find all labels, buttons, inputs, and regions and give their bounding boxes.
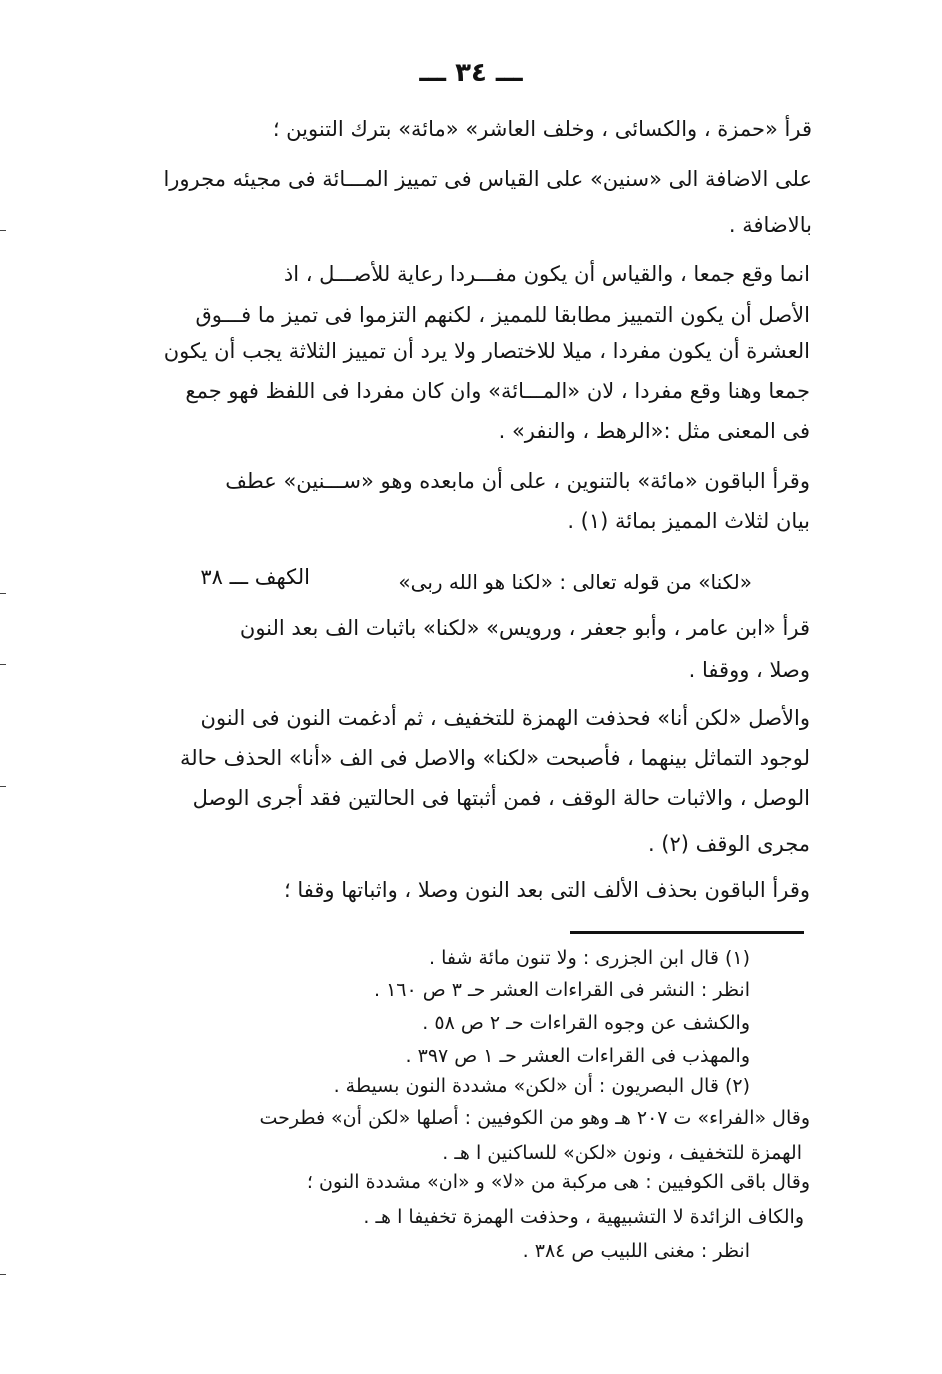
footnote-separator <box>570 931 804 934</box>
footnote-line: (٢) قال البصريون : أن «لكن» مشددة النون بسيطة . <box>333 1075 750 1097</box>
body-line: قرأ «حمزة ، والكسائى ، وخلف العاشر» «مائة» بترك التنوين ؛ <box>272 117 812 141</box>
body-line: على الاضافة الى «سنين» على القياس فى تمييز المـــائة فى مجيئه مجرورا <box>163 167 812 191</box>
body-line: الأصل أن يكون التمييز مطابقا للمميز ، لكنهم التزموا فى تميز ما فـــوق <box>195 303 810 327</box>
footnote-line: والكشف عن وجوه القراءات حـ ٢ ص ٥٨ . <box>422 1012 750 1034</box>
body-line: فى المعنى مثل :«الرهط ، والنفر» . <box>498 419 810 443</box>
body-line: الوصل ، والاثبات حالة الوقف ، فمن أثبتها فى الحالتين فقد أجرى الوصل <box>192 786 810 810</box>
verse-reference: الكهف ـــ ٣٨ <box>200 565 310 589</box>
body-line: بيان لثلاث المميز بمائة (١) . <box>567 509 810 533</box>
scan-margin-mark <box>0 1274 6 1275</box>
scan-margin-mark <box>0 593 6 594</box>
footnote-line: والمهذب فى القراءات العشر حـ ١ ص ٣٩٧ . <box>405 1045 750 1067</box>
body-line: جمعا وهنا وقع مفردا ، لان «المـــائة» وان كان مفردا فى اللفظ فهو جمع <box>185 379 810 403</box>
verse-text: «لكنا» من قوله تعالى : «لكنا هو الله ربى» <box>398 570 752 594</box>
body-line: لوجود التماثل بينهما ، فأصبحت «لكنا» والاصل فى الف «أنا» الحذف حالة <box>179 746 810 770</box>
body-line: قرأ «ابن عامر ، وأبو جعفر ، ورويس» «لكنا» باثبات الف بعد النون <box>239 616 810 640</box>
body-line: مجرى الوقف (٢) . <box>647 832 810 856</box>
footnote-line: الهمزة للتخفيف ، ونون «لكن» للساكنين ا هـ . <box>442 1142 802 1164</box>
body-line: وصلا ، ووقفا . <box>688 658 810 682</box>
scan-margin-mark <box>0 230 6 231</box>
page-number: ـــ ٣٤ ـــ <box>419 58 523 88</box>
footnote-line: انظر : مغنى اللبيب ص ٣٨٤ . <box>522 1240 750 1262</box>
footnote-line: والكاف الزائدة لا التشبيهية ، وحذفت الهمزة تخفيفا ا هـ . <box>363 1206 804 1228</box>
body-line: وقرأ الباقون بحذف الألف التى بعد النون وصلا ، واثباتها وقفا ؛ <box>284 878 810 902</box>
footnote-line: وقال باقى الكوفيين : هى مركبة من «لا» و «ان» مشددة النون ؛ <box>306 1171 810 1193</box>
scan-margin-mark <box>0 786 6 787</box>
footnote-line: (١) قال ابن الجزرى : ولا تنون مائة شفا . <box>429 947 750 969</box>
body-line: بالاضافة . <box>728 213 812 237</box>
footnote-line: انظر : النشر فى القراءات العشر حـ ٣ ص ١٦٠ . <box>374 979 750 1001</box>
body-line: العشرة أن يكون مفردا ، ميلا للاختصار ولا يرد أن تمييز الثلاثة يجب أن يكون <box>163 339 810 363</box>
body-line: والأصل «لكن أنا» فحذفت الهمزة للتخفيف ، ثم أدغمت النون فى النون <box>200 706 810 730</box>
body-line: انما وقع جمعا ، والقياس أن يكون مفـــردا رعاية للأصـــل ، اذ <box>283 262 810 286</box>
body-line: وقرأ الباقون «مائة» بالتنوين ، على أن مابعده وهو «ســـنين» عطف <box>225 469 810 493</box>
footnote-line: وقال «الفراء» ت ٢٠٧ هـ وهو من الكوفيين : أصلها «لكن أن» فطرحت <box>259 1107 810 1129</box>
scan-margin-mark <box>0 664 6 665</box>
